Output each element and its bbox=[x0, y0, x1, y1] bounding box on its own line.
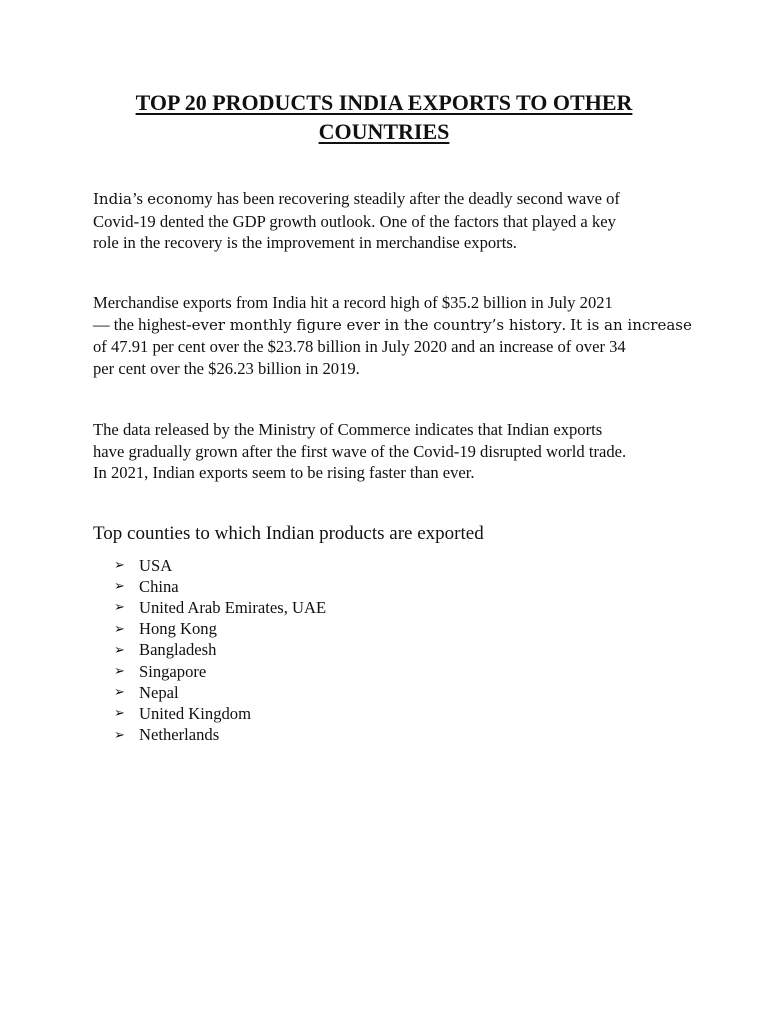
country-name: United Kingdom bbox=[139, 703, 251, 723]
list-item bbox=[114, 619, 326, 640]
list-item bbox=[114, 661, 326, 682]
list-item bbox=[114, 555, 326, 576]
list-item bbox=[114, 703, 326, 724]
country-name: Nepal bbox=[139, 682, 179, 702]
list-item bbox=[114, 597, 326, 618]
arrowhead-bullet-icon: ➢ bbox=[114, 685, 125, 701]
paragraph1-rest: omy has been recovering steadily after the deadly second wave of Covid-19 dented the GDP growth outlook. One of the factors that played a key role in the recovery is the improvement in merchandise exports. bbox=[93, 189, 620, 252]
arrowhead-bullet-icon: ➢ bbox=[114, 664, 125, 680]
country-name: USA bbox=[139, 555, 173, 575]
country-name: Netherlands bbox=[139, 725, 220, 745]
paragraph1-lead-apostrophe: ’s bbox=[131, 189, 148, 208]
paragraph2-part3: . bbox=[561, 314, 571, 334]
arrowhead-bullet-icon: ➢ bbox=[114, 558, 125, 574]
country-list bbox=[114, 555, 326, 746]
arrowhead-bullet-icon: ➢ bbox=[114, 706, 125, 722]
list-item bbox=[114, 682, 326, 703]
arrowhead-bullet-icon: ➢ bbox=[114, 621, 125, 637]
country-name: Bangladesh bbox=[139, 640, 217, 660]
paragraph-ministry-data: The data released by the Ministry of Commerce indicates that Indian exports have gradually grown after the first wave of the Covid-19 disrupted world trade. In 2021, Indian exports seem to be rising faster than ever. bbox=[93, 420, 627, 482]
paragraph1-lead-econ: econ bbox=[147, 190, 184, 208]
list-item bbox=[114, 725, 326, 746]
arrowhead-bullet-icon: ➢ bbox=[114, 642, 125, 658]
document-title: TOP 20 PRODUCTS INDIA EXPORTS TO OTHER COUNTRIES bbox=[135, 90, 633, 144]
arrowhead-bullet-icon: ➢ bbox=[114, 600, 125, 616]
arrowhead-bullet-icon: ➢ bbox=[114, 579, 125, 595]
country-name: Singapore bbox=[139, 661, 207, 681]
list-item bbox=[114, 640, 326, 661]
paragraph2-part2: ever monthly figure ever in the country’s history bbox=[191, 315, 562, 334]
paragraph1-lead-india: India bbox=[93, 190, 132, 208]
section-heading-top-countries: Top counties to which Indian products are exported bbox=[93, 523, 484, 544]
paragraph-record-exports bbox=[93, 292, 693, 379]
paragraph-economy-recovery bbox=[93, 188, 693, 254]
paragraph2-part5: of 47.91 per cent over the $23.78 billion in July 2020 and an increase of over 34 per cent over the $26.23 billion in 2019. bbox=[93, 337, 626, 378]
paragraph2-part1: Merchandise exports from India hit a record high of $35.2 billion in July 2021 — the highest- bbox=[93, 293, 613, 334]
country-name: China bbox=[139, 576, 179, 596]
list-item bbox=[114, 576, 326, 597]
country-name: Hong Kong bbox=[139, 619, 217, 639]
paragraph2-part4: It is an increase bbox=[570, 315, 692, 334]
arrowhead-bullet-icon: ➢ bbox=[114, 727, 125, 743]
country-name: United Arab Emirates, UAE bbox=[139, 597, 327, 617]
